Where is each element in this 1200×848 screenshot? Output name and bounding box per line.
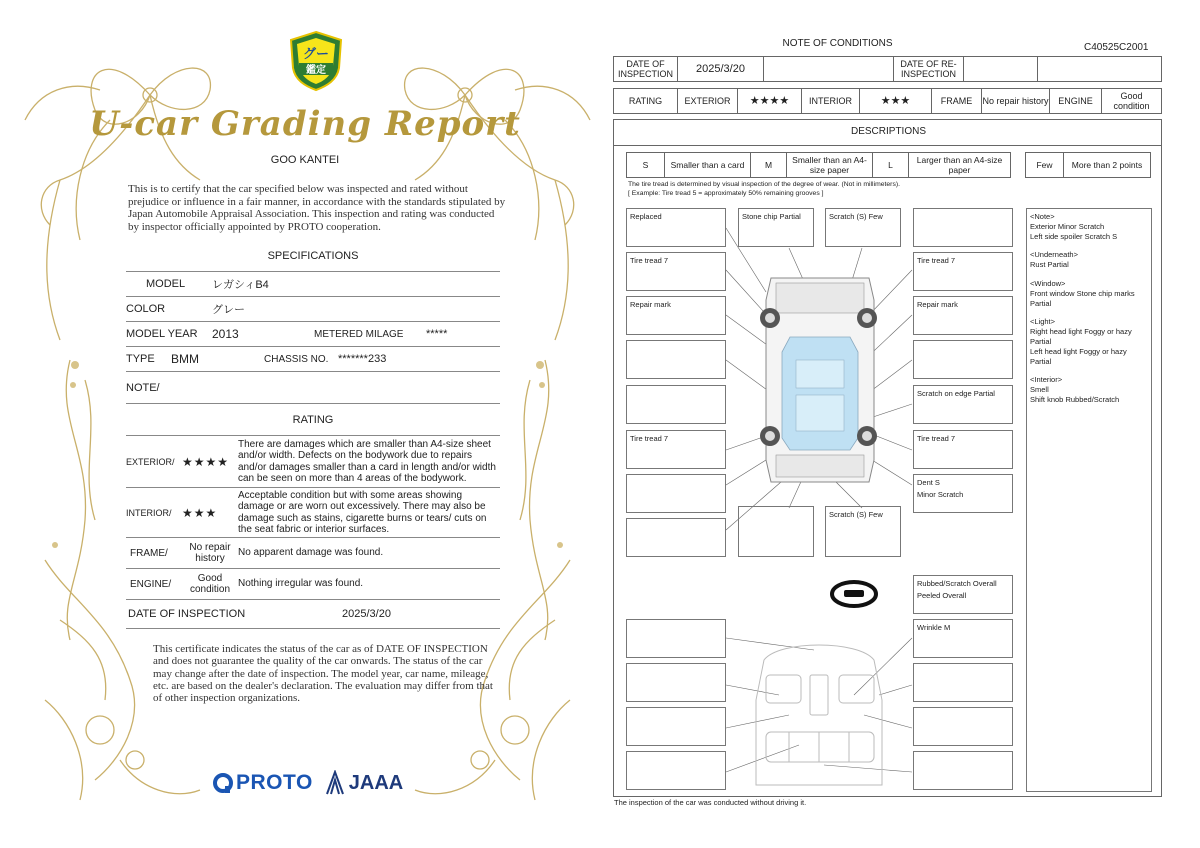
- interior-description: Acceptable condition but with some areas showing damage or are worn out excessively. There may also be damage such as stains, cigarette burns or tears/ cuts on the seat fabric or interior surfaces.: [238, 489, 487, 535]
- engine-value: Good condition: [189, 573, 231, 595]
- interior-stars: ★★★: [860, 89, 932, 113]
- exterior-stars: ★★★★: [738, 89, 802, 113]
- exterior-label: EXTERIOR: [678, 89, 738, 113]
- model-year-label: MODEL YEAR: [126, 328, 198, 340]
- model-year-value: 2013: [212, 327, 239, 341]
- note-line: Exterior Minor Scratch: [1030, 221, 1105, 231]
- note-line: Left side spoiler Scratch S: [1030, 231, 1118, 241]
- organization-logos: [212, 770, 403, 796]
- mileage-label: METERED MILAGE: [314, 328, 404, 340]
- certification-intro: This is to certify that the car specified below was inspected and rated without prejudice or influence in a fair manner, in accordance with the standards stipulated by Japan Automobile Appraisal Association. This inspection and rating was conducted by inspector officially appointed by PROTO cooperation.: [128, 183, 506, 233]
- rating-divider: [126, 404, 500, 436]
- legend-few-desc: More than 2 points: [1071, 160, 1143, 170]
- box-tire-rear-right: Tire tread 7: [913, 430, 1013, 469]
- steering-wheel-icon: [832, 582, 876, 606]
- interior-label: INTERIOR/: [126, 507, 172, 518]
- note-of-conditions: [610, 0, 1200, 848]
- frame-description: No apparent damage was found.: [238, 547, 384, 559]
- tire-note-line-1: The tire tread is determined by visual inspection of the degree of wear. (Not in millimeters).: [628, 181, 900, 188]
- note-line: Partial: [1030, 298, 1052, 308]
- box-repair-left: Repair mark: [626, 296, 726, 335]
- type-label: TYPE: [126, 353, 155, 365]
- proto-logo-text: PROTO: [236, 771, 313, 794]
- date-of-reinspection-value: [964, 57, 1038, 81]
- box-left-interior-4: [626, 751, 726, 790]
- spec-row-model: [126, 272, 500, 297]
- note-line: Left head light Foggy or hazy: [1030, 346, 1127, 356]
- box-left-empty-1: [626, 340, 726, 379]
- goo-kantei-badge: [287, 30, 345, 92]
- rating-row-engine: [126, 569, 500, 600]
- note-line: Front window Stone chip marks: [1030, 288, 1135, 298]
- jaaa-logo: [325, 770, 403, 796]
- steering-line-2: Peeled Overall: [917, 591, 967, 600]
- engine-label: ENGINE/: [130, 578, 172, 590]
- box-scratch-edge: Scratch on edge Partial: [913, 385, 1013, 424]
- chassis-value: *******233: [338, 353, 387, 365]
- note-label: NOTE/: [126, 381, 160, 394]
- car-interior-view: [756, 645, 882, 785]
- date-of-inspection-label: DATE OF INSPECTION: [614, 57, 678, 81]
- date-of-reinspection-label: DATE OF RE-INSPECTION: [894, 57, 964, 81]
- box-stone-chip: Stone chip Partial: [738, 208, 814, 247]
- engine-value: Good condition: [1113, 91, 1150, 111]
- proto-logo: [212, 771, 313, 795]
- tire-note-line-2: [ Example: Tire tread 5 = approximately 50% remaining grooves ]: [628, 190, 824, 197]
- note-line: Rust Partial: [1030, 260, 1069, 270]
- spec-row-year: [126, 322, 500, 347]
- proto-mark-icon: [212, 772, 234, 794]
- box-wrinkle: Wrinkle M: [913, 619, 1013, 658]
- spec-row-color: [126, 297, 500, 322]
- notes-panel: [1026, 208, 1152, 792]
- specifications-heading: SPECIFICATIONS: [267, 250, 359, 262]
- box-left-interior-2: [626, 663, 726, 702]
- date-of-inspection-value: 2025/3/20: [678, 57, 764, 81]
- model-label: MODEL: [146, 278, 186, 290]
- note-heading: <Underneath>: [1030, 250, 1078, 260]
- legend-l-desc: Larger than an A4-size paper: [916, 155, 1003, 175]
- exterior-label: EXTERIOR/: [126, 456, 175, 467]
- rating-row-frame: [126, 538, 500, 569]
- interior-label: INTERIOR: [802, 89, 860, 113]
- box-tire-front-left: Tire tread 7: [626, 252, 726, 291]
- box-right-interior-3: [913, 751, 1013, 790]
- rating-label: RATING: [614, 89, 678, 113]
- rating-row-exterior: [126, 436, 500, 488]
- shield-logo-icon: [287, 30, 345, 92]
- box-dent: [913, 474, 1013, 513]
- note-line: Shift knob Rubbed/Scratch: [1030, 394, 1120, 404]
- box-tire-rear-left: Tire tread 7: [626, 430, 726, 469]
- steering-line-1: Rubbed/Scratch Overall: [917, 579, 997, 588]
- spec-row-note: [126, 372, 500, 404]
- engine-label: ENGINE: [1050, 89, 1102, 113]
- note-heading: <Light>: [1030, 317, 1056, 327]
- note-group-note: [1030, 212, 1148, 241]
- frame-value: No repair history: [982, 89, 1050, 113]
- rating-heading: RATING: [292, 414, 334, 426]
- legend-m-desc: Smaller than an A4-size paper: [787, 153, 873, 177]
- inspection-date-label: DATE OF INSPECTION: [128, 608, 246, 620]
- legend-s-desc: Smaller than a card: [665, 153, 751, 177]
- box-replaced: Replaced: [626, 208, 726, 247]
- dates-row-blank-2: [1038, 57, 1161, 81]
- note-line: Right head light Foggy or hazy: [1030, 327, 1132, 337]
- interior-stars: ★★★: [182, 505, 218, 520]
- spec-divider: [126, 246, 500, 272]
- box-right-interior-1: [913, 663, 1013, 702]
- note-group-underneath: [1030, 250, 1148, 270]
- note-heading: <Note>: [1030, 212, 1055, 221]
- chassis-label: CHASSIS NO.: [264, 353, 329, 365]
- color-value: グレー: [212, 304, 245, 316]
- exterior-description: There are damages which are smaller than A4-size sheet and/or width. Defects on the bodywork due to repairs and/or damages smaller than a card in length and/or width can be seen on more than 4 areas of the bodywork.: [238, 438, 496, 484]
- model-value: レガシィB4: [212, 279, 269, 291]
- certificate-footer-note: This certificate indicates the status of the car as of DATE OF INSPECTION and does not guarantee the quality of the car onwards. The status of the car may change after the date of inspection. The model year, car name, mileage, etc. are based on the dealer's declaration. The evaluation may differ from that of other inspection organizations.: [153, 643, 493, 705]
- engine-description: Nothing irregular was found.: [238, 578, 364, 590]
- note-line: Partial: [1030, 356, 1052, 366]
- box-repair-right: Repair mark: [913, 296, 1013, 335]
- report-title: U-car Grading Report: [89, 104, 521, 144]
- svg-text:鑑定: 鑑定: [306, 65, 326, 76]
- rating-summary-row: [613, 88, 1162, 114]
- dent-line-2: Minor Scratch: [917, 490, 964, 499]
- note-line: Smell: [1030, 385, 1049, 395]
- svg-text:グー: グー: [302, 46, 330, 61]
- type-value: BMM: [171, 352, 199, 366]
- exterior-stars: ★★★★: [182, 454, 230, 469]
- descriptions-heading: DESCRIPTIONS: [850, 126, 926, 137]
- inspection-disclaimer: The inspection of the car was conducted without driving it.: [614, 798, 807, 807]
- box-left-empty-4: [626, 518, 726, 557]
- legend-l-code: L: [873, 153, 909, 177]
- box-steering: [913, 575, 1013, 614]
- box-right-empty-1: [913, 208, 1013, 247]
- note-group-light: [1030, 317, 1148, 366]
- note-group-window: [1030, 279, 1148, 308]
- car-top-view: [766, 278, 874, 482]
- dates-row: [613, 56, 1162, 82]
- jaaa-logo-text: JAAA: [348, 771, 404, 794]
- frame-label: FRAME/: [130, 547, 168, 559]
- legend-s-code: S: [627, 153, 665, 177]
- box-left-empty-3: [626, 474, 726, 513]
- mileage-value: *****: [426, 328, 448, 340]
- frame-label: FRAME: [932, 89, 982, 113]
- dates-row-blank-1: [764, 57, 894, 81]
- note-heading: <Window>: [1030, 278, 1066, 288]
- rating-row-interior: [126, 488, 500, 538]
- rating-row-date: [126, 600, 500, 629]
- report-code: C40525C2001: [1084, 42, 1149, 53]
- descriptions-panel: [613, 119, 1162, 797]
- box-bottom-middle-empty: [738, 506, 814, 557]
- conditions-title: NOTE OF CONDITIONS: [782, 38, 893, 49]
- color-label: COLOR: [126, 303, 166, 315]
- box-left-interior-3: [626, 707, 726, 746]
- spec-row-type: [126, 347, 500, 372]
- frame-value: No repair history: [189, 542, 231, 564]
- note-heading: <Interior>: [1030, 375, 1063, 385]
- note-line: Partial: [1030, 336, 1052, 346]
- box-left-empty-2: [626, 385, 726, 424]
- box-left-interior-1: [626, 619, 726, 658]
- report-subtitle: GOO KANTEI: [270, 154, 340, 166]
- dent-line-1: Dent S: [917, 478, 940, 487]
- legend-m-code: M: [751, 153, 787, 177]
- legend-few-code: Few: [1026, 153, 1064, 177]
- box-right-empty-2: [913, 340, 1013, 379]
- box-scratch-bottom: Scratch (S) Few: [825, 506, 901, 557]
- box-tire-front-right: Tire tread 7: [913, 252, 1013, 291]
- box-right-interior-2: [913, 707, 1013, 746]
- box-scratch-top: Scratch (S) Few: [825, 208, 901, 247]
- note-group-interior: [1030, 375, 1148, 404]
- jaaa-mark-icon: [325, 770, 345, 796]
- inspection-date-value: 2025/3/20: [342, 608, 391, 620]
